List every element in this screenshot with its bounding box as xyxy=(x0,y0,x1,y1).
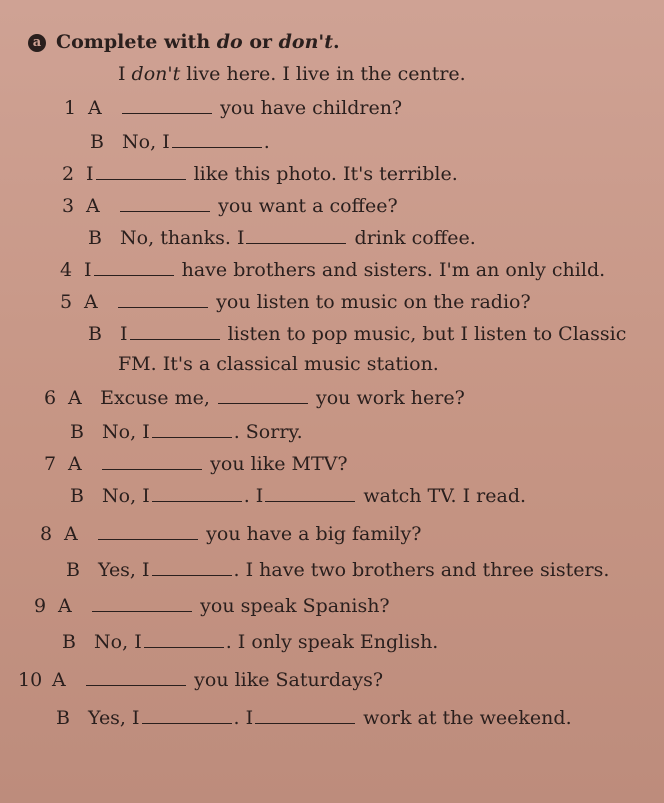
item-6-b xyxy=(70,420,303,444)
speaker-label: A xyxy=(64,523,78,545)
answer-blank[interactable] xyxy=(172,133,262,148)
sentence-text: listen to pop music, but I listen to Classic xyxy=(227,323,627,345)
answer-blank[interactable] xyxy=(152,487,242,502)
answer-blank[interactable] xyxy=(265,487,355,502)
item-number: 9 xyxy=(34,595,47,617)
title-prefix: Complete with xyxy=(56,31,217,53)
sentence-text: you work here? xyxy=(316,387,465,409)
item-10-b xyxy=(56,706,572,730)
item-number: 10 xyxy=(18,669,43,691)
answer-blank[interactable] xyxy=(92,597,192,612)
sentence-text: you have a big family? xyxy=(206,523,422,545)
speaker-label: A xyxy=(68,453,82,475)
item-number: 8 xyxy=(40,523,53,545)
answer-blank[interactable] xyxy=(86,671,186,686)
item-5-a xyxy=(60,290,531,314)
speaker-label: B xyxy=(88,227,102,249)
item-7-b xyxy=(70,484,526,508)
sentence-text: drink coffee. xyxy=(354,227,476,249)
sentence-text: I xyxy=(86,163,94,185)
speaker-label: A xyxy=(86,195,100,217)
sentence-text: work at the weekend. xyxy=(363,707,572,729)
sentence-text: FM. It's a classical music station. xyxy=(118,353,439,375)
item-1-a xyxy=(64,96,402,120)
item-5-b xyxy=(88,322,626,346)
speaker-label: B xyxy=(88,323,102,345)
speaker-label: A xyxy=(84,291,98,313)
answer-blank[interactable] xyxy=(94,261,174,276)
speaker-label: B xyxy=(70,485,84,507)
sentence-text: Excuse me, xyxy=(100,387,210,409)
answer-blank[interactable] xyxy=(218,389,308,404)
item-number: 2 xyxy=(62,163,75,185)
item-number: 7 xyxy=(44,453,57,475)
item-10-a xyxy=(18,668,383,692)
answer-blank[interactable] xyxy=(122,99,212,114)
sentence-text: . I xyxy=(243,485,264,507)
answer-blank[interactable] xyxy=(142,709,232,724)
sentence-text: you listen to music on the radio? xyxy=(216,291,531,313)
sentence-text: . I have two brothers and three sisters. xyxy=(233,559,610,581)
item-7-a xyxy=(44,452,348,476)
answer-blank[interactable] xyxy=(98,525,198,540)
sentence-text: . Sorry. xyxy=(233,421,303,443)
sentence-text: you have children? xyxy=(220,97,403,119)
item-9-a xyxy=(34,594,390,618)
title-do: do xyxy=(216,31,243,53)
speaker-label: A xyxy=(68,387,82,409)
sentence-text: watch TV. I read. xyxy=(363,485,527,507)
item-9-b xyxy=(62,630,438,654)
sentence-text: . xyxy=(263,131,270,153)
sentence-text: have brothers and sisters. I'm an only child. xyxy=(181,259,606,281)
item-3-a xyxy=(62,194,398,218)
exercise-badge: a xyxy=(28,34,46,52)
item-number: 6 xyxy=(44,387,57,409)
speaker-label: A xyxy=(58,595,72,617)
speaker-label: B xyxy=(70,421,84,443)
item-2 xyxy=(62,162,458,186)
speaker-label: A xyxy=(88,97,102,119)
title-or: or xyxy=(242,31,279,53)
sentence-text: you want a coffee? xyxy=(218,195,398,217)
speaker-label: B xyxy=(90,131,104,153)
sentence-text: you speak Spanish? xyxy=(200,595,390,617)
answer-blank[interactable] xyxy=(102,455,202,470)
answer-blank[interactable] xyxy=(120,197,210,212)
item-6-a xyxy=(44,386,465,410)
answer-blank[interactable] xyxy=(152,423,232,438)
sentence-text: you like Saturdays? xyxy=(194,669,383,691)
item-4 xyxy=(60,258,605,282)
title-suffix: . xyxy=(333,31,340,53)
item-1-b xyxy=(90,130,270,154)
sentence-text: I xyxy=(120,323,128,345)
speaker-label: A xyxy=(52,669,66,691)
sentence-text: No, thanks. I xyxy=(120,227,245,249)
item-number: 3 xyxy=(62,195,75,217)
answer-blank[interactable] xyxy=(96,165,186,180)
title-dont: don't xyxy=(278,31,334,53)
item-number: 4 xyxy=(60,259,73,281)
answer-blank[interactable] xyxy=(246,229,346,244)
sentence-text: No, I xyxy=(102,485,150,507)
sentence-text: like this photo. It's terrible. xyxy=(193,163,458,185)
answer-blank[interactable] xyxy=(255,709,355,724)
sentence-text: No, I xyxy=(122,131,170,153)
item-8-a xyxy=(40,522,421,546)
item-number: 1 xyxy=(64,97,77,119)
sentence-text: you like MTV? xyxy=(210,453,348,475)
answer-blank[interactable] xyxy=(152,561,232,576)
example-sentence xyxy=(118,62,466,86)
speaker-label: B xyxy=(56,707,70,729)
item-number: 5 xyxy=(60,291,73,313)
sentence-text: No, I xyxy=(94,631,142,653)
sentence-text: Yes, I xyxy=(98,559,150,581)
item-5-b-continued xyxy=(118,352,439,376)
item-3-b xyxy=(88,226,476,250)
answer-blank[interactable] xyxy=(130,325,220,340)
answer-blank[interactable] xyxy=(144,633,224,648)
example-suffix: live here. I live in the centre. xyxy=(180,63,466,85)
sentence-text: No, I xyxy=(102,421,150,443)
sentence-text: Yes, I xyxy=(88,707,140,729)
answer-blank[interactable] xyxy=(118,293,208,308)
sentence-text: . I xyxy=(233,707,254,729)
speaker-label: B xyxy=(66,559,80,581)
speaker-label: B xyxy=(62,631,76,653)
sentence-text: . I only speak English. xyxy=(225,631,439,653)
example-dont: don't xyxy=(131,63,181,85)
example-prefix: I xyxy=(118,63,132,85)
sentence-text: I xyxy=(84,259,92,281)
exercise-title xyxy=(28,30,340,54)
item-8-b xyxy=(66,558,609,582)
